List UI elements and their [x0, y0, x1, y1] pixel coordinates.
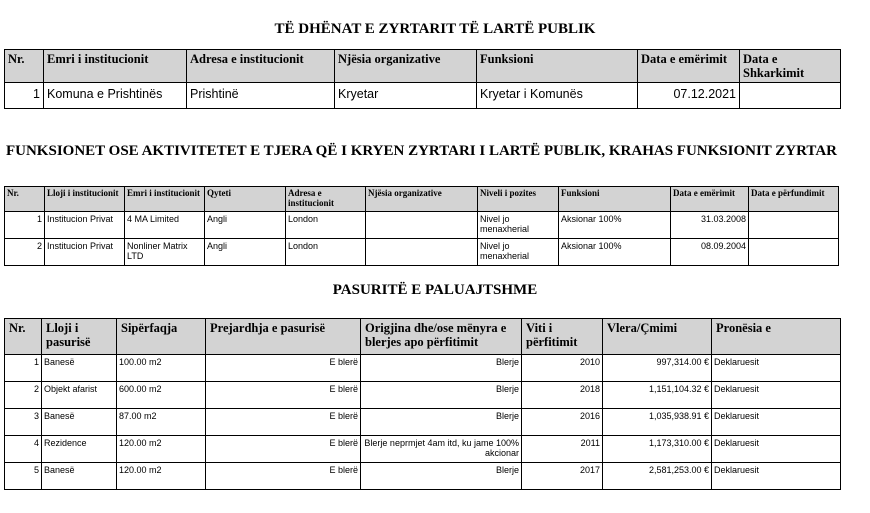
cell-acquisition-method: Blerje	[361, 382, 522, 409]
column-header: Njësia organizative	[335, 50, 477, 83]
column-header: Nr.	[5, 50, 44, 83]
cell-acquisition-year: 2016	[522, 409, 603, 436]
cell-acquisition-method: Blerje	[361, 355, 522, 382]
column-header: Emri i institucionit	[125, 187, 205, 212]
other-functions-table	[4, 186, 839, 266]
column-header: Njësia organizative	[366, 187, 478, 212]
table-row	[5, 382, 841, 409]
column-header: Origjina dhe/ose mënyra e blerjes apo përfitimit	[361, 319, 522, 355]
cell-area: 600.00 m2	[117, 382, 206, 409]
cell-function: Aksionar 100%	[559, 212, 671, 239]
cell-acquisition-year: 2011	[522, 436, 603, 463]
table-header-row	[5, 319, 841, 355]
column-header: Niveli i pozites	[478, 187, 559, 212]
cell-acquisition-year: 2010	[522, 355, 603, 382]
cell-position-level: Nivel jo menaxherial	[478, 212, 559, 239]
cell-area: 120.00 m2	[117, 436, 206, 463]
cell-ownership: Deklaruesit	[712, 355, 841, 382]
cell-appointment-date: 08.09.2004	[671, 239, 749, 266]
column-header: Data e përfundimit	[749, 187, 839, 212]
cell-institution-name: Nonliner Matrix LTD	[125, 239, 205, 266]
cell-property-type: Banesë	[42, 409, 117, 436]
cell-property-type: Rezidence	[42, 436, 117, 463]
cell-property-type: Banesë	[42, 355, 117, 382]
cell-institution-address: London	[286, 212, 366, 239]
section-title-other-functions: FUNKSIONET OSE AKTIVITETET E TJERA QË I KRYEN ZYRTARI I LARTË PUBLIK, KRAHAS FUNKSIONIT ZYRTAR	[5, 143, 837, 159]
cell-appointment-date: 07.12.2021	[638, 83, 740, 109]
cell-property-origin: E blerë	[206, 382, 361, 409]
column-header: Data e emërimit	[671, 187, 749, 212]
table-row	[5, 409, 841, 436]
section-title-official-data: TË DHËNAT E ZYRTARIT TË LARTË PUBLIK	[274, 21, 596, 37]
column-header: Data e Shkarkimit	[740, 50, 841, 83]
cell-nr: 3	[5, 409, 42, 436]
cell-ownership: Deklaruesit	[712, 463, 841, 490]
cell-dismissal-date	[740, 83, 841, 109]
cell-acquisition-method: Blerje	[361, 409, 522, 436]
cell-institution-address: Prishtinë	[187, 83, 335, 109]
cell-acquisition-method: Blerje	[361, 463, 522, 490]
cell-position-level: Nivel jo menaxherial	[478, 239, 559, 266]
cell-organizational-unit	[366, 212, 478, 239]
cell-area: 100.00 m2	[117, 355, 206, 382]
cell-value: 1,035,938.91 €	[603, 409, 712, 436]
table-row	[5, 355, 841, 382]
cell-nr: 1	[5, 355, 42, 382]
table-row	[5, 212, 839, 239]
cell-value: 2,581,253.00 €	[603, 463, 712, 490]
cell-property-origin: E blerë	[206, 436, 361, 463]
cell-end-date	[749, 212, 839, 239]
cell-area: 87.00 m2	[117, 409, 206, 436]
cell-property-origin: E blerë	[206, 463, 361, 490]
real-estate-table	[4, 318, 841, 490]
cell-function: Kryetar i Komunës	[477, 83, 638, 109]
cell-property-type: Banesë	[42, 463, 117, 490]
column-header: Adresa e institucionit	[286, 187, 366, 212]
cell-nr: 1	[5, 83, 44, 109]
section-title-real-estate: PASURITË E PALUAJTSHME	[332, 282, 538, 298]
cell-nr: 4	[5, 436, 42, 463]
cell-acquisition-method: Blerje neprmjet 4am itd, ku jame 100% akcionar	[361, 436, 522, 463]
column-header: Lloji i pasurisë	[42, 319, 117, 355]
cell-organizational-unit: Kryetar	[335, 83, 477, 109]
cell-value: 997,314.00 €	[603, 355, 712, 382]
cell-property-type: Objekt afarist	[42, 382, 117, 409]
cell-acquisition-year: 2018	[522, 382, 603, 409]
table-header-row	[5, 50, 841, 83]
cell-value: 1,151,104.32 €	[603, 382, 712, 409]
column-header: Vlera/Çmimi	[603, 319, 712, 355]
cell-nr: 2	[5, 239, 45, 266]
table-row	[5, 239, 839, 266]
cell-end-date	[749, 239, 839, 266]
column-header: Funksioni	[477, 50, 638, 83]
column-header: Nr.	[5, 187, 45, 212]
cell-city: Angli	[205, 212, 286, 239]
column-header: Viti i përfitimit	[522, 319, 603, 355]
table-row	[5, 436, 841, 463]
cell-property-origin: E blerë	[206, 355, 361, 382]
cell-nr: 1	[5, 212, 45, 239]
cell-appointment-date: 31.03.2008	[671, 212, 749, 239]
column-header: Lloji i institucionit	[45, 187, 125, 212]
column-header: Qyteti	[205, 187, 286, 212]
column-header: Pronësia e	[712, 319, 841, 355]
column-header: Prejardhja e pasurisë	[206, 319, 361, 355]
column-header: Adresa e institucionit	[187, 50, 335, 83]
cell-city: Angli	[205, 239, 286, 266]
cell-institution-address: London	[286, 239, 366, 266]
cell-ownership: Deklaruesit	[712, 436, 841, 463]
cell-organizational-unit	[366, 239, 478, 266]
table-row	[5, 463, 841, 490]
column-header: Emri i institucionit	[44, 50, 187, 83]
table-header-row	[5, 187, 839, 212]
table-row	[5, 83, 841, 109]
official-data-table	[4, 49, 841, 109]
cell-ownership: Deklaruesit	[712, 382, 841, 409]
cell-value: 1,173,310.00 €	[603, 436, 712, 463]
cell-nr: 5	[5, 463, 42, 490]
cell-property-origin: E blerë	[206, 409, 361, 436]
column-header: Nr.	[5, 319, 42, 355]
column-header: Funksioni	[559, 187, 671, 212]
cell-acquisition-year: 2017	[522, 463, 603, 490]
cell-institution-name: Komuna e Prishtinës	[44, 83, 187, 109]
cell-nr: 2	[5, 382, 42, 409]
column-header: Sipërfaqja	[117, 319, 206, 355]
cell-area: 120.00 m2	[117, 463, 206, 490]
cell-institution-type: Institucion Privat	[45, 212, 125, 239]
cell-institution-type: Institucion Privat	[45, 239, 125, 266]
cell-institution-name: 4 MA Limited	[125, 212, 205, 239]
cell-function: Aksionar 100%	[559, 239, 671, 266]
cell-ownership: Deklaruesit	[712, 409, 841, 436]
column-header: Data e emërimit	[638, 50, 740, 83]
